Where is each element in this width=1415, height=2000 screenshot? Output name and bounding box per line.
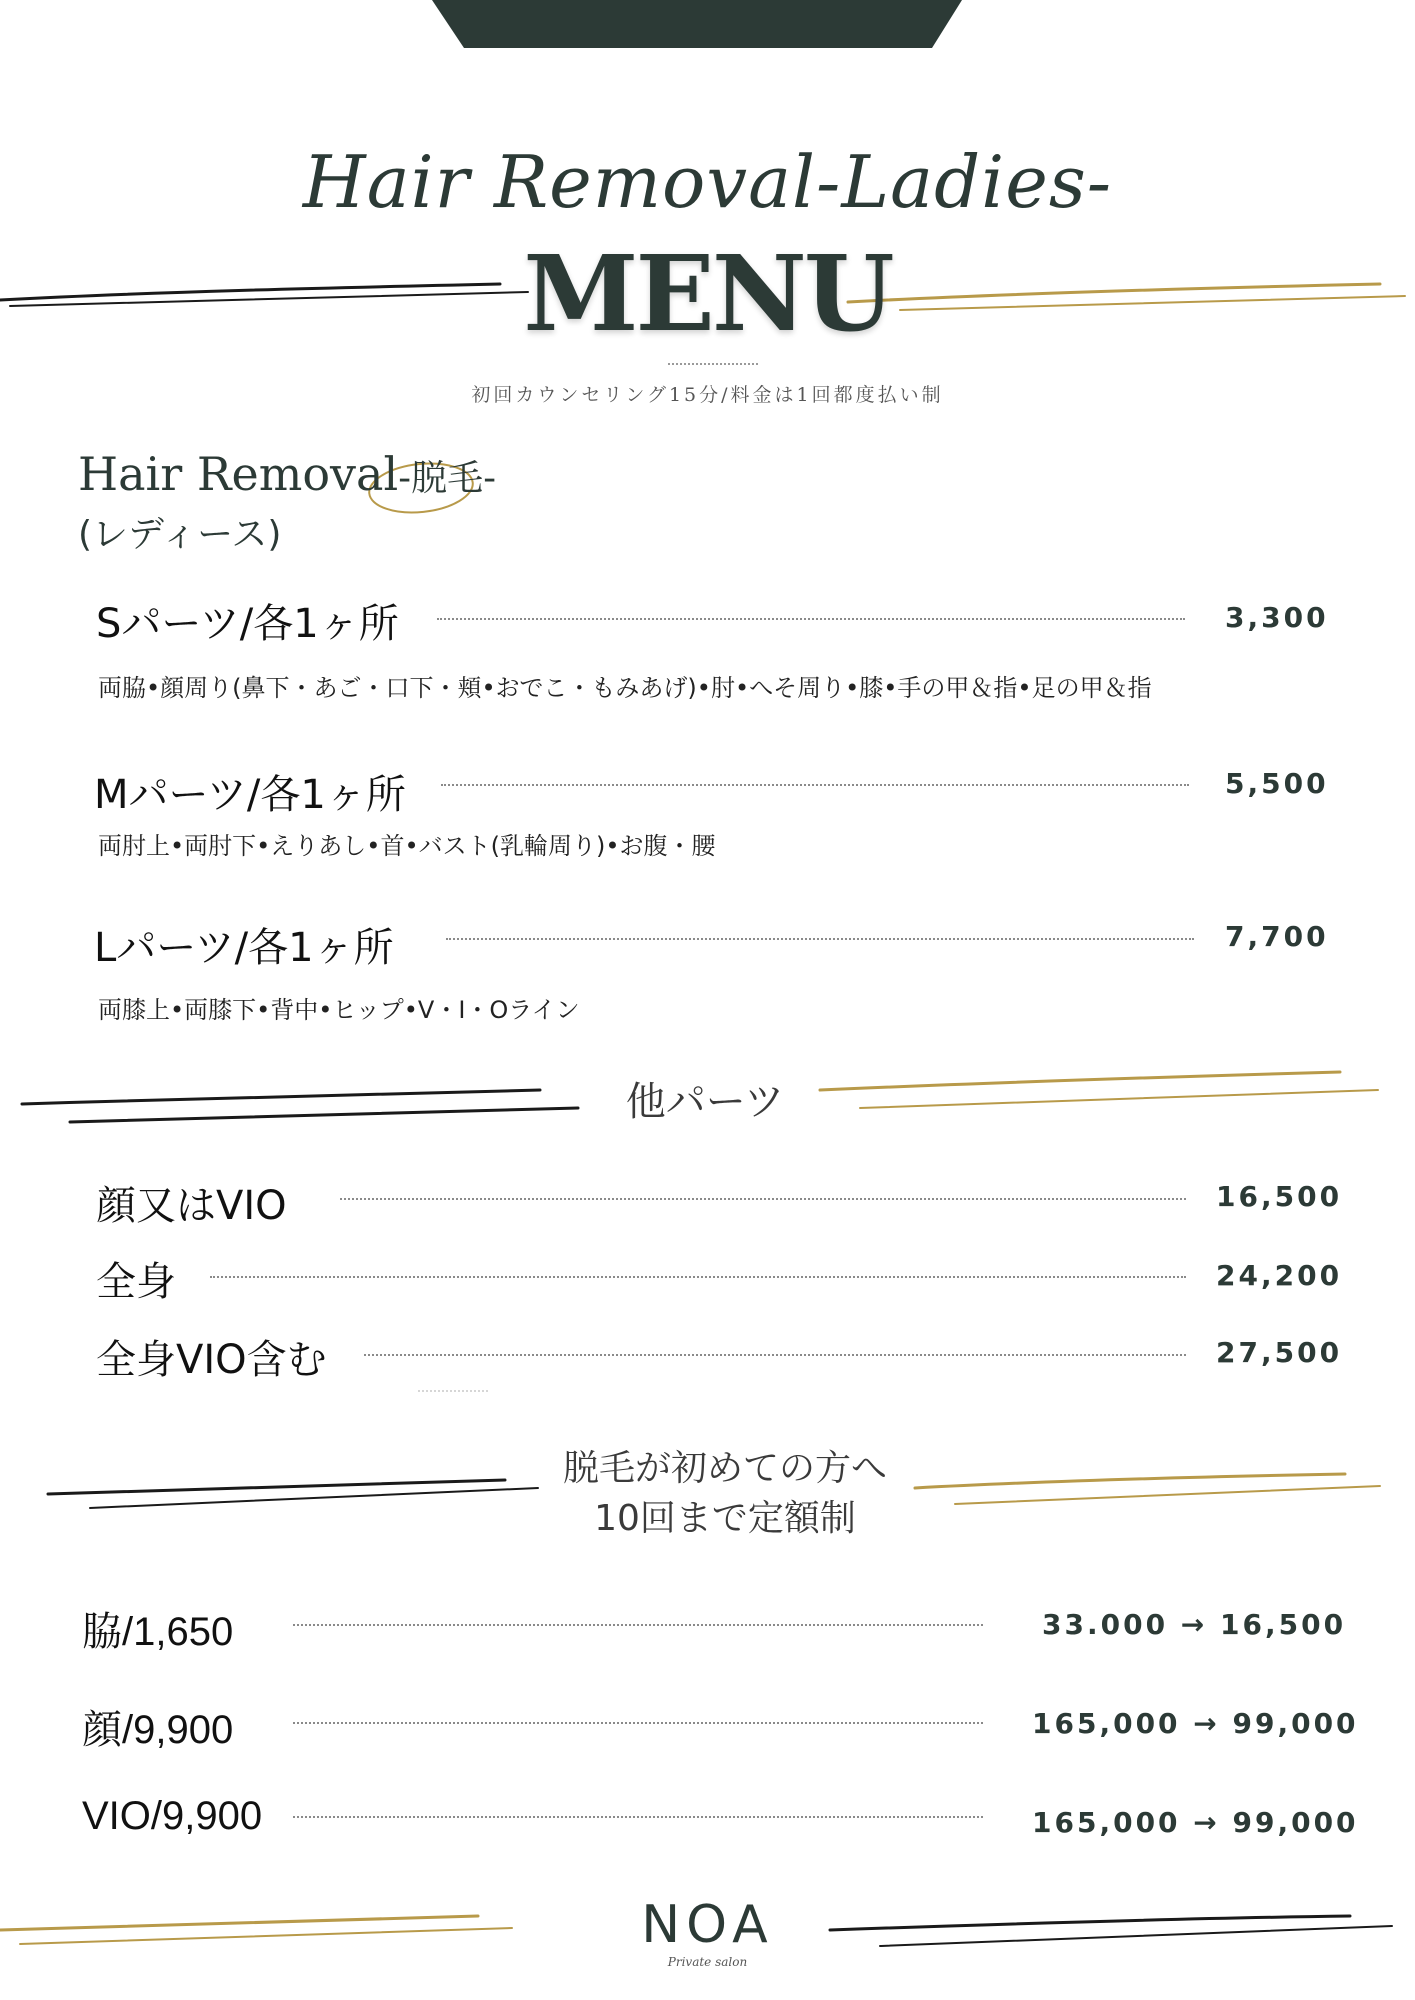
faint-divider <box>418 1390 488 1392</box>
price-leader <box>210 1276 1186 1278</box>
offer-item-name: VIO/9,900 <box>82 1794 263 1838</box>
other-parts-title: 他パーツ <box>625 1079 785 1125</box>
other-item-name: 全身 <box>96 1259 176 1305</box>
price-leader <box>293 1816 983 1818</box>
other-item-price: 16,500 <box>1216 1180 1343 1213</box>
other-item-price: 24,200 <box>1216 1259 1343 1292</box>
page-title: MENU <box>523 232 892 355</box>
price-leader <box>446 938 1194 940</box>
offer-title-line2: 10回まで定額制 <box>594 1498 856 1539</box>
offer-title <box>540 1444 910 1544</box>
script-title: Hair Removal-Ladies- <box>302 140 1113 224</box>
section-title-line2: (レディース) <box>78 514 282 555</box>
price-leader <box>340 1198 1186 1200</box>
section-title-jp: -脱毛- <box>398 458 497 499</box>
price-leader <box>441 784 1189 786</box>
other-item-name: 顔又はVIO <box>96 1183 287 1229</box>
title-divider <box>668 363 758 365</box>
part-name: Sパーツ/各1ヶ所 <box>96 601 399 647</box>
price-leader <box>293 1624 983 1626</box>
section-title-en: Hair Removal <box>78 447 399 501</box>
part-price: 5,500 <box>1225 767 1329 800</box>
price-leader <box>437 618 1185 620</box>
brand-logo: NOA <box>641 1895 774 1955</box>
offer-item-name: 脇/1,650 <box>82 1610 234 1654</box>
part-description: 両膝上•両膝下•背中•ヒップ•V・I・Oライン <box>98 996 580 1024</box>
part-price: 7,700 <box>1225 920 1329 953</box>
part-name: Mパーツ/各1ヶ所 <box>94 772 406 818</box>
other-item-name: 全身VIO含む <box>96 1337 327 1383</box>
price-leader <box>293 1722 983 1724</box>
brand-tagline: Private salon <box>667 1955 748 1969</box>
offer-item-price: 165,000 → 99,000 <box>1032 1707 1359 1740</box>
part-description: 両肘上•両肘下•えりあし•首•バスト(乳輪周り)•お腹・腰 <box>98 832 716 860</box>
offer-item-price: 165,000 → 99,000 <box>1032 1806 1359 1839</box>
other-item-price: 27,500 <box>1216 1336 1343 1369</box>
offer-item-price: 33.000 → 16,500 <box>1042 1608 1347 1641</box>
section-title <box>78 446 496 563</box>
price-leader <box>364 1354 1186 1356</box>
part-price: 3,300 <box>1225 601 1329 634</box>
offer-title-line1: 脱毛が初めての方へ <box>562 1448 887 1489</box>
page-subtitle: 初回カウンセリング15分/料金は1回都度払い制 <box>471 384 944 406</box>
part-name: Lパーツ/各1ヶ所 <box>94 925 394 971</box>
part-description: 両脇•顔周り(鼻下・あご・口下・頬•おでこ・もみあげ)•肘•へそ周り•膝•手の甲＆指•足の甲＆指 <box>98 674 1152 702</box>
offer-item-name: 顔/9,900 <box>82 1708 234 1752</box>
